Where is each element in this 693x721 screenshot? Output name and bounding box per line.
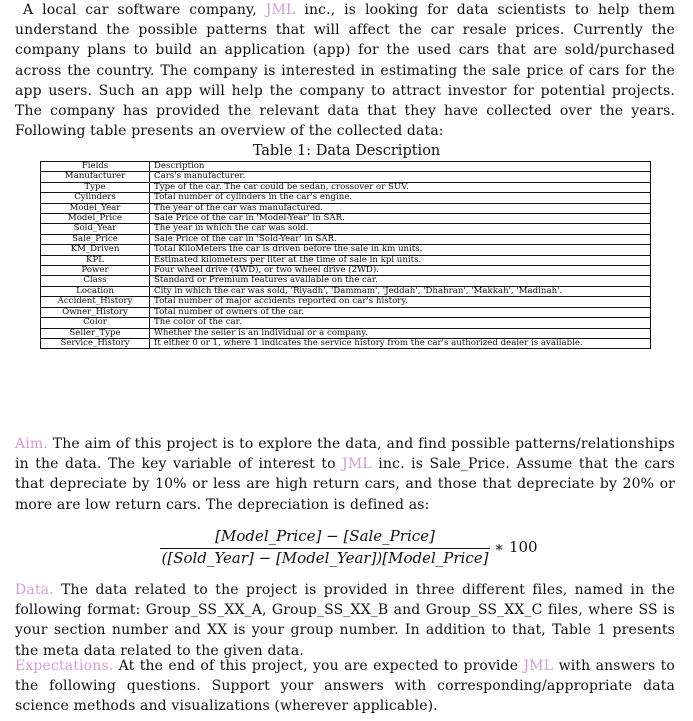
field-name: Model_Year <box>41 203 150 213</box>
field-description: The year of the car was manufactured. <box>150 203 651 213</box>
field-name: Power <box>41 266 150 276</box>
depreciation-formula <box>160 523 540 569</box>
table-row <box>41 224 651 234</box>
table-row <box>41 328 651 338</box>
field-name: Seller_Type <box>41 328 150 338</box>
aim-label: Aim. <box>15 436 48 452</box>
field-description: Four wheel drive (4WD), or two wheel drive (2WD). <box>150 266 651 276</box>
field-name: Accident_History <box>41 297 150 307</box>
field-description: It either 0 or 1, where 1 indicates the service history from the car's authorized dealer is available. <box>150 338 651 348</box>
field-description: Sale Price of the car in 'Sold-Year' in SAR. <box>150 234 651 244</box>
table-row <box>41 307 651 317</box>
field-name: Class <box>41 276 150 286</box>
aim-text-1: The aim of this project is to explore the data, and find possible patterns/relationships in the data. The key variable of interest to <box>15 436 675 473</box>
table-header-row <box>41 162 651 172</box>
field-name: Sold_Year <box>41 224 150 234</box>
field-name: Cylinders <box>41 193 150 203</box>
field-description: Total number of major accidents reported on car's history. <box>150 297 651 307</box>
table-row <box>41 234 651 244</box>
intro-text-1: A local car software company, <box>23 2 257 18</box>
table-row <box>41 203 651 213</box>
table-row <box>41 193 651 203</box>
field-name: Sale_Price <box>41 234 150 244</box>
expectations-text-2: with answers to the following questions. Support your answers with corresponding/appropriate data science methods and visualizations (wherever applicable). <box>15 658 675 715</box>
table-row <box>41 318 651 328</box>
field-name: KM_Driven <box>41 245 150 255</box>
table-row <box>41 172 651 182</box>
aim-paragraph <box>15 434 675 515</box>
field-description: Total KiloMeters the car is driven before the sale in km units. <box>150 245 651 255</box>
field-name: Type <box>41 182 150 192</box>
field-description: Standard or Premium features available on the car. <box>150 276 651 286</box>
table-row <box>41 266 651 276</box>
field-name: Model_Price <box>41 214 150 224</box>
field-description: Cars's manufacturer. <box>150 172 651 182</box>
data-label: Data. <box>15 582 54 598</box>
brand-logo: JML <box>342 456 372 473</box>
table-row <box>41 338 651 348</box>
field-description: Whether the seller is an individual or a company. <box>150 328 651 338</box>
table-caption: Table 1: Data Description <box>252 143 441 159</box>
field-name: Manufacturer <box>41 172 150 182</box>
field-name: Owner_History <box>41 307 150 317</box>
intro-text-2: inc., is looking for data scientists to help them understand the possible patterns that will affect the car resale prices. Currently the company plans to build an application (app) for the used cars that are sold/purchased across the country. The company is interested in estimating the sale price of cars for the app users. Such an app will help the company to attract investor for potential projects. The company has provided the relevant data that they have collected over the years. Following table presents an overview of the collected data: <box>15 2 676 140</box>
formula-numerator: [Model_Price] − [Sale_Price] <box>215 527 435 545</box>
expectations-label: Expectations. <box>15 658 114 674</box>
field-description: The year in which the car was sold. <box>150 224 651 234</box>
table-row <box>41 214 651 224</box>
field-name: Location <box>41 286 150 296</box>
header-description: Description <box>150 162 651 172</box>
field-description: Total number of cylinders in the car's engine. <box>150 193 651 203</box>
table-row <box>41 297 651 307</box>
field-name: KPL <box>41 255 150 265</box>
brand-logo: JML <box>265 2 296 18</box>
formula-denominator: ([Sold_Year] − [Model_Year])[Model_Price] <box>161 549 489 567</box>
expectations-paragraph <box>15 656 675 717</box>
table-row <box>41 286 651 296</box>
formula-multiplier: ∗ 100 <box>494 538 538 556</box>
aim-text-2: inc. is Sale_Price. Assume that the cars that depreciate by 10% or less are high return cars, and those that depreciate by 20% or more are low return cars. The depreciation is defined as: <box>15 456 675 513</box>
brand-logo: JML <box>523 658 554 674</box>
field-description: Total number of owners of the car. <box>150 307 651 317</box>
table-row <box>41 255 651 265</box>
table-row <box>41 245 651 255</box>
field-description: Estimated kilometers per liter at the time of sale in kpl units. <box>150 255 651 265</box>
data-description-table <box>40 161 651 349</box>
data-text: The data related to the project is provided in three different files, named in the following format: Group_SS_XX_A, Group_SS_XX_B and Group_SS_XX_C files, where SS is your section number and XX is your group number. In addition to that, Table 1 presents the meta data related to the given data. <box>15 582 676 659</box>
field-description: City in which the car was sold, 'Riyadh', 'Dammam', 'Jeddah', 'Dhahran', 'Makkah', 'Madinah'. <box>150 286 651 296</box>
table-row <box>41 276 651 286</box>
field-name: Service_History <box>41 338 150 348</box>
field-name: Color <box>41 318 150 328</box>
table-row <box>41 182 651 192</box>
field-description: Sale Price of the car in 'Model-Year' in SAR. <box>150 214 651 224</box>
header-fields: Fields <box>41 162 150 172</box>
field-description: Type of the car. The car could be sedan, crossover or SUV. <box>150 182 651 192</box>
field-description: The color of the car. <box>150 318 651 328</box>
data-paragraph <box>15 580 675 661</box>
expectations-text-1: At the end of this project, you are expected to provide <box>118 658 519 674</box>
intro-paragraph <box>15 0 675 141</box>
